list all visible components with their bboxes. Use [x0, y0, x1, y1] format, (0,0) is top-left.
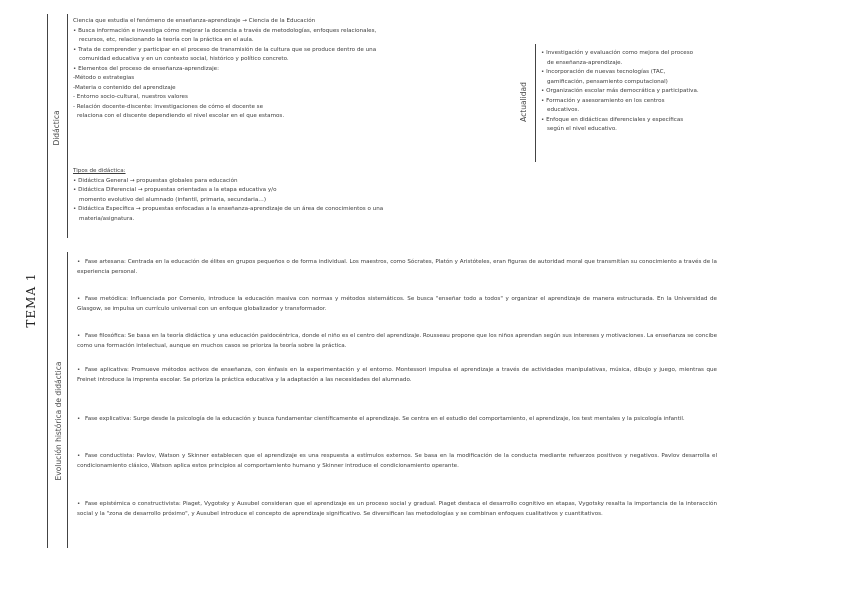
- didactica-line: • Trata de comprender y participar en el proceso de transmisión de la cultura que se produce dentro de una: [73, 46, 377, 53]
- fase-item: • Fase filosófica: Se basa en la teoría didáctica y una educación paidocéntrica, donde el niño es el centro del aprendizaje. Rousseau propone que los niños aprendan según sus intereses y motivaciones. La enseñanza se concibe como una formación intelectual, aunque en muchos casos se prioriza la teoría sobre la práctica.: [77, 333, 718, 349]
- didactica-line: relaciona con el discente dependiendo el nivel escolar en el que estamos.: [77, 113, 285, 119]
- actualidad-line: • Incorporación de nuevas tecnologías (TAC,: [541, 69, 666, 75]
- didactica-line: comunidad educativa y en un contexto social, histórico y político concreto.: [79, 56, 289, 62]
- actualidad-line: de enseñanza-aprendizaje.: [547, 59, 623, 66]
- actualidad-line: educativos.: [547, 107, 580, 113]
- didactica-line: • Busca información e investiga cómo mejorar la docencia a través de metodologías, enfoques relacionales,: [73, 27, 377, 34]
- tema-divider: [47, 14, 48, 548]
- didactica-line: • Elementos del proceso de enseñanza-aprendizaje:: [73, 65, 219, 72]
- actualidad-line: según el nivel educativo.: [547, 126, 617, 132]
- fase-text: Fase aplicativa: Promueve métodos activos de enseñanza, con énfasis en la experimentación y el entorno. Montessori impulsa el aprendizaje a través de actividades manipulativas, música, dibujo y juego, mientras que Freinet introduce la imprenta escolar. Se prioriza la práctica educativa y la adaptación a las necesidades del alumnado.: [77, 367, 717, 383]
- actualidad-line: • Investigación y evaluación como mejora del proceso: [541, 50, 694, 56]
- fase-text: Fase artesana: Centrada en la educación de élites en grupos pequeños o de forma individual. Los maestros, como Sócrates, Platón y Aristóteles, eran figuras de autoridad moral que transmitían su conocimiento a través de la experiencia personal.: [77, 259, 717, 275]
- tipos-line: • Didáctica Diferencial → propuestas orientadas a la etapa educativa y/o: [73, 187, 277, 193]
- actualidad-label: Actualidad: [519, 82, 528, 122]
- tipos-line: momento evolutivo del alumnado (infantil, primaria, secundaria…): [79, 196, 267, 203]
- fase-text: Fase conductista: Pavlov, Watson y Skinner establecen que el aprendizaje es una respuesta a estímulos externos. Se basa en la modificación de la conducta mediante refuerzos positivos y negativos. Pavlov desarrolla el condicionamiento clásico, Watson aplica estos principios al comportamiento humano y Skinner introduce el condicionamiento operante.: [77, 453, 717, 469]
- tipos-line: materia/asignatura.: [79, 215, 135, 222]
- didactica-divider: [67, 14, 68, 238]
- didactica-line: -Materia o contenido del aprendizaje: [73, 84, 176, 91]
- actualidad-line: • Organización escolar más democrática y participativa.: [541, 88, 699, 94]
- tipos-line: • Didáctica Específica → propuestas enfocadas a la enseñanza-aprendizaje de un área de conocimientos o una: [73, 206, 384, 212]
- didactica-line: - Entorno socio-cultural, nuestros valores: [73, 94, 188, 100]
- fase-item: • Fase metódica: Influenciada por Comenio, introduce la educación masiva con normas y métodos sistemáticos. Se busca "enseñar todo a todos" y organizar el aprendizaje de manera estructurada. En la Universidad de Glasgow, se impulsa un currículo universal con un enfoque globalizador y transformador.: [77, 296, 717, 312]
- fase-item: • Fase epistémica o constructivista: Piaget, Vygotsky y Ausubel consideran que el aprendizaje es un proceso social y gradual. Piaget destaca el desarrollo cognitivo en etapas, Vygotsky resalta la importancia de la interacción social y la "zona de desarrollo próximo", y Ausubel introduce el concepto de aprendizaje significativo. Se diversifican las metodologías y se combinan enfoques cualitativos y cuantitativos.: [77, 501, 717, 517]
- tipos-line: • Didáctica General → propuestas globales para educación: [73, 177, 238, 184]
- fase-text: Fase epistémica o constructivista: Piaget, Vygotsky y Ausubel consideran que el aprendizaje es un proceso social y gradual. Piaget destaca el desarrollo cognitivo en etapas, Vygotsky resalta la importancia de la interacción social y la "zona de desarrollo próximo", y Ausubel introduce el concepto de aprendizaje significativo. Se diversifican las metodologías y se combinan enfoques cualitativos y cuantitativos.: [77, 501, 717, 517]
- actualidad-line: • Formación y asesoramiento en los centros: [541, 97, 665, 104]
- didactica-line: Ciencia que estudia el fenómeno de enseñanza-aprendizaje → Ciencia de la Educación: [73, 18, 316, 24]
- tipos-title: Tipos de didáctica:: [73, 168, 126, 174]
- fase-item: • Fase artesana: Centrada en la educación de élites en grupos pequeños o de forma individual. Los maestros, como Sócrates, Platón y Aristóteles, eran figuras de autoridad moral que transmitían su conocimiento a través de la experiencia personal.: [77, 259, 717, 275]
- tema-label: TEMA 1: [24, 272, 38, 328]
- fase-item: • Fase aplicativa: Promueve métodos activos de enseñanza, con énfasis en la experimentación y el entorno. Montessori impulsa el aprendizaje a través de actividades manipulativas, música, dibujo y juego, mientras que Freinet introduce la imprenta escolar. Se prioriza la práctica educativa y la adaptación a las necesidades del alumnado.: [77, 367, 717, 383]
- fase-item: • Fase conductista: Pavlov, Watson y Skinner establecen que el aprendizaje es una respuesta a estímulos externos. Se basa en la modificación de la conducta mediante refuerzos positivos y negativos. Pavlov desarrolla el condicionamiento clásico, Watson aplica estos principios al comportamiento humano y Skinner introduce el condicionamiento operante.: [77, 453, 717, 469]
- didactica-line: recursos, etc, relacionando la teoría con la práctica en el aula.: [79, 37, 254, 43]
- evolucion-label: Evolución histórica de didáctica: [54, 361, 63, 481]
- fase-text: Fase filosófica: Se basa en la teoría didáctica y una educación paidocéntrica, donde el niño es el centro del aprendizaje. Rousseau propone que los niños aprendan según sus intereses y motivaciones. La enseñanza se concibe como una formación intelectual, aunque en muchos casos se prioriza la teoría sobre la práctica.: [77, 333, 718, 349]
- evolucion-divider: [67, 252, 68, 548]
- fase-text: Fase explicativa: Surge desde la psicología de la educación y busca fundamentar científicamente el aprendizaje. Se centra en el estudio del comportamiento, el aprendizaje, los test mentales y la psicología infantil.: [85, 416, 685, 422]
- actualidad-line: • Enfoque en didácticas diferenciales y específicas: [541, 116, 684, 123]
- didactica-label: Didáctica: [52, 110, 61, 146]
- actualidad-line: gamificación, pensamiento computacional): [547, 78, 668, 85]
- evolucion-content: [77, 0, 717, 599]
- didactica-line: - Relación docente-discente: investigaciones de cómo el docente se: [73, 103, 264, 110]
- fase-item: • Fase explicativa: Surge desde la psicología de la educación y busca fundamentar científicamente el aprendizaje. Se centra en el estudio del comportamiento, el aprendizaje, los test mentales y la psicología infantil.: [77, 416, 685, 422]
- fase-text: Fase metódica: Influenciada por Comenio, introduce la educación masiva con normas y métodos sistemáticos. Se busca "enseñar todo a todos" y organizar el aprendizaje de manera estructurada. En la Universidad de Glasgow, se impulsa un currículo universal con un enfoque globalizador y transformador.: [77, 296, 717, 312]
- didactica-line: -Método o estrategias: [73, 75, 135, 81]
